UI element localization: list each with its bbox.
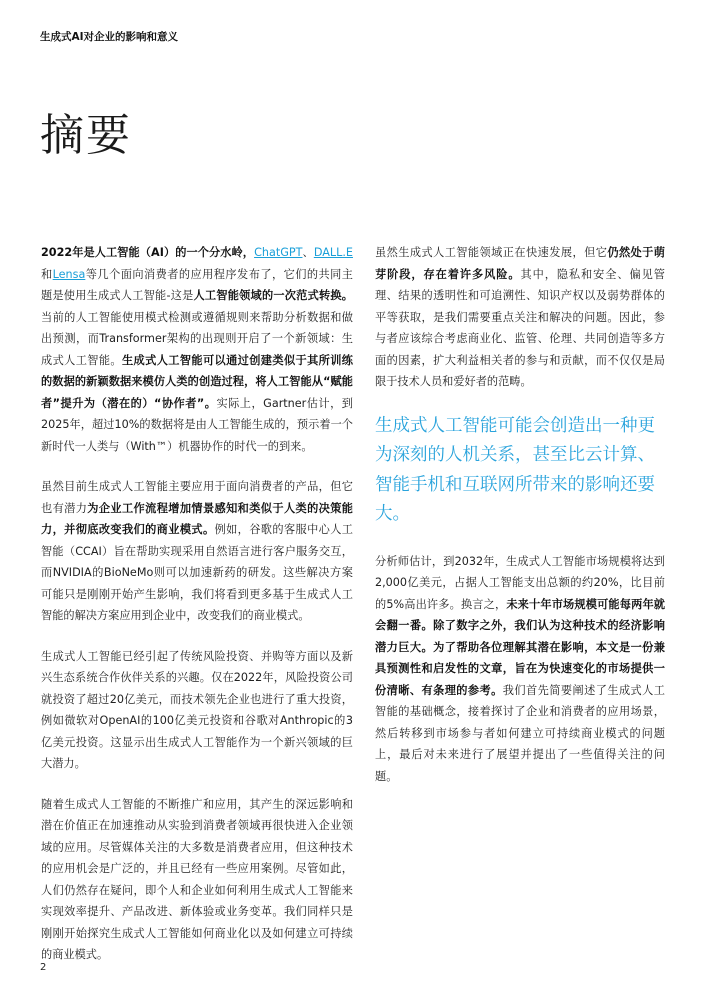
paragraph-enterprise	[41, 476, 353, 627]
right-column	[375, 242, 665, 806]
body-text: 实际上，Gartner估计，到2025年，超过10%的数据将是由人工智能生成的，预示着一个新时代一人类与（With™）机器协作的时代一的到来。	[41, 396, 353, 453]
pull-quote: 生成式人工智能可能会创造出一种更为深刻的人机关系，甚至比云计算、智能手机和互联网所带来的影响还要大。	[375, 415, 655, 524]
page-title: 摘要	[40, 110, 132, 161]
bold-text: 为企业工作流程增加情景感知和类似于人类的决策能力，并彻底改变我们的商业模式。	[41, 501, 353, 536]
body-text: 分析师估计，到2032年，生成式人工智能市场规模将达到2,000亿美元，占据人工智能支出总额的约20%，比目前的5%高出许多。换言之，	[375, 554, 665, 611]
paragraph-intro	[41, 242, 353, 457]
body-text: 其中，隐私和安全、偏见管理、结果的透明性和可追溯性、知识产权以及弱势群体的平等获取，是我们需要重点关注和解决的问题。因此，参与者应该综合考虑商业化、监管、伦理、共同创造等多方面的因素，扩大利益相关者的参与和贡献，而不仅仅是局限于技术人员和爱好者的范畴。	[375, 267, 665, 388]
body-text: 、	[302, 246, 314, 259]
paragraph-adoption: 随着生成式人工智能的不断推广和应用，其产生的深远影响和潜在价值正在加速推动从实验到消费者领域再很快进入企业领域的应用。尽管媒体关注的大多数是消费者应用，但这种技术的应用机会是广泛的，并且已经有一些应用案例。尽管如此，人们仍然存在疑问，即个人和企业如何利用生成式人工智能来实现效率提升、产品改进、新体验或业务变革。我们同样只是刚刚开始探究生成式人工智能如何商业化以及如何建立可持续的商业模式。	[41, 797, 353, 961]
body-text: 等几个面向消费者的应用程序发布了，它们的共同主题是使用生成式人工智能-这是	[41, 267, 353, 302]
link-chatgpt[interactable]: ChatGPT	[254, 246, 303, 259]
link-lensa[interactable]: Lensa	[52, 267, 86, 281]
body-text: 我们首先简要阐述了生成式人工智能的基础概念，接着探讨了企业和消费者的应用场景，然后转移到市场参与者如何建立可持续商业模式的问题上，最后对未来进行了展望并提出了一些值得关注的问题。	[375, 683, 665, 783]
paragraph-investment: 生成式人工智能已经引起了传统风险投资、并购等方面以及新兴生态系统合作伙伴关系的兴趣。仅在2022年，风险投资公司就投资了超过20亿美元，而技术领先企业也进行了重大投资，例如微软对OpenAI的100亿美元投资和谷歌对Anthropic的3亿美元投资。这显示出生成式人工智能作为一个新兴领域的巨大潜力。	[41, 649, 353, 770]
left-column	[41, 242, 353, 985]
bold-text: 2022年是人工智能（AI）的一个分水岭，	[41, 246, 255, 259]
bold-text: 仍然处于萌芽阶段，存在着许多风险。	[375, 246, 665, 281]
body-text: 和	[41, 267, 53, 281]
link-dalle[interactable]: DALL.E	[313, 246, 353, 259]
bold-text: 人工智能领域的一次范式转换。	[193, 289, 353, 302]
body-text: 虽然生成式人工智能领域正在快速发展，但它	[375, 246, 608, 259]
bold-text: 未来十年市场规模可能每两年就会翻一番。除了数字之外，我们认为这种技术的经济影响潜力巨大。为了帮助各位理解其潜在影响，本文是一份兼具预测性和启发性的文章，旨在为快速变化的市场提供一份清晰、有条理的参考。	[375, 597, 665, 697]
running-header: 生成式AI对企业的影响和意义	[40, 31, 179, 43]
body-text: 虽然目前生成式人工智能主要应用于面向消费者的产品，但它也有潜力	[41, 480, 353, 515]
body-text: 例如，谷歌的客服中心人工智能（CCAI）旨在帮助实现采用自然语言进行客户服务交互，而NVIDIA的BioNeMo则可以加速新药的研发。这些解决方案可能只是刚刚开始产生影响，我们将看到更多基于生成式人工智能的解决方案应用到企业中，改变我们的商业模式。	[41, 523, 353, 622]
paragraph-risks	[375, 242, 665, 393]
paragraph-market	[375, 551, 665, 788]
body-text: 当前的人工智能使用模式检测或遵循规则来帮助分析数据和做出预测，而Transformer架构的出现则开启了一个新领域：生成式人工智能。	[41, 310, 353, 367]
bold-text: 生成式人工智能可以通过创建类似于其所训练的数据的新颖数据来模仿人类的创造过程，将人工智能从“赋能者”提升为（潜在的）“协作者”。	[41, 353, 353, 410]
page-number: 2	[40, 962, 47, 973]
